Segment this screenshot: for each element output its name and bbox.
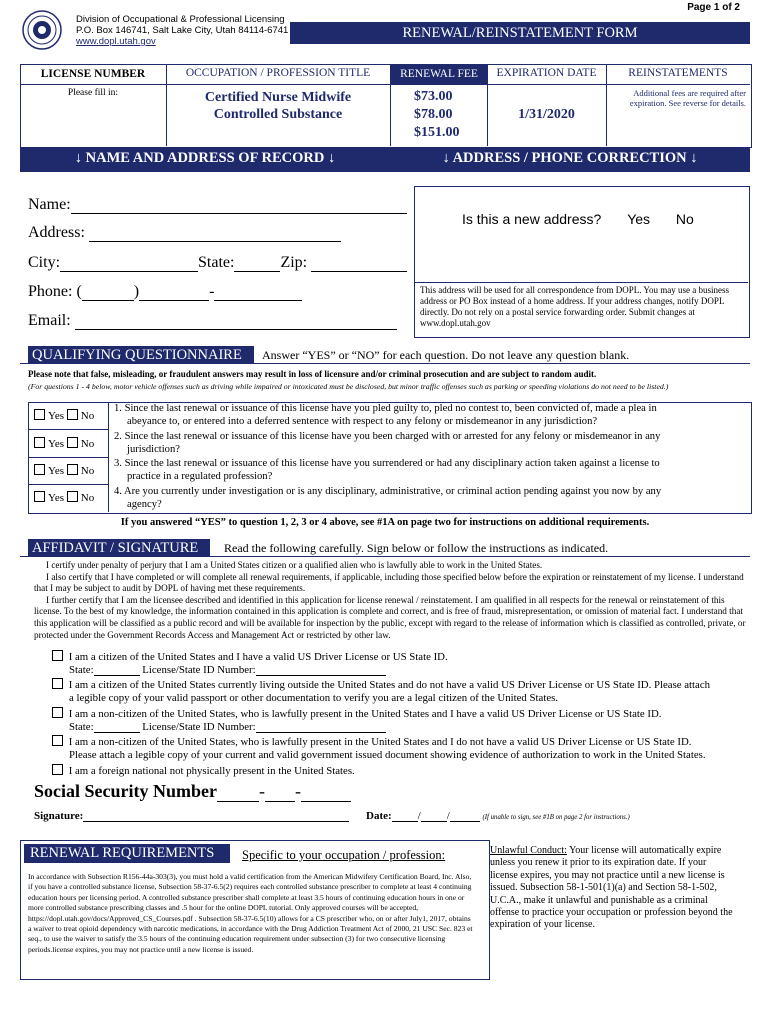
no-label: No	[80, 410, 95, 422]
q4-answer	[34, 491, 94, 504]
reinstatements-note: Additional fees are required after expiration. See reverse for details.	[629, 88, 746, 108]
option-3-checkbox[interactable]	[52, 707, 63, 718]
question-2-line-1: 2. Since the last renewal or issuance of this license have you been charged with or arrested for any felony or misdemeanor in any	[114, 431, 661, 442]
zip-label: Zip:	[280, 254, 308, 271]
question-2	[114, 431, 746, 456]
name-label: Name:	[28, 196, 71, 213]
address-label: Address:	[28, 224, 85, 241]
fee-total: $151.00	[414, 125, 460, 140]
date-row	[366, 810, 630, 822]
q2-no-checkbox[interactable]	[67, 437, 78, 448]
q4-no-checkbox[interactable]	[67, 491, 78, 502]
no-label: No	[80, 438, 95, 450]
renewal-subtitle: Specific to your occupation / profession:	[242, 848, 446, 862]
address-row	[28, 224, 341, 242]
ssn-label: Social Security Number	[34, 781, 217, 801]
option-3-label: I am a non-citizen of the United States, who is lawfully present in the United States and I have a valid US Driver License or US State ID.	[68, 707, 662, 720]
city-field[interactable]	[60, 271, 198, 272]
questionnaire-footer: If you answered “YES” to question 1, 2, 3 or 4 above, see #1A on page two for instructions on additional requirements.	[120, 517, 650, 528]
question-4-line-2: agency?	[127, 498, 162, 510]
email-row	[28, 312, 397, 330]
option-1-checkbox[interactable]	[52, 650, 63, 661]
phone-paren: )	[133, 283, 140, 300]
question-4-line-1: 4. Are you currently under investigation or is any disciplinary, administrative, or criminal action pending against you now by any	[114, 486, 662, 497]
q4-yes-checkbox[interactable]	[34, 491, 45, 502]
date-sep-2: /	[446, 810, 450, 822]
signature-row	[34, 810, 349, 822]
affidavit-title: AFFIDAVIT / SIGNATURE	[28, 539, 210, 557]
option-3-id-field[interactable]	[256, 732, 386, 733]
unlawful-title: Unlawful Conduct:	[490, 845, 567, 856]
unlawful-text: Your license will automatically expire unless you renew it prior to its expiration date. If your license expires, you may not practice until a new license is issued. Subsection 58-1-501(1)(a) and Section 58-1-502, U.C.A., make it unlawful and punishable as a criminal offense to practice your occupation or profession beyond the expiration of your license.	[490, 845, 733, 931]
occupation-header: OCCUPATION / PROFESSION TITLE	[185, 67, 371, 79]
reinstatements-header: REINSTATEMENTS	[628, 67, 728, 79]
email-field[interactable]	[75, 329, 397, 330]
phone-prefix-field[interactable]	[139, 300, 209, 301]
state-field[interactable]	[234, 271, 280, 272]
page-number: Page 1 of 2	[687, 2, 740, 13]
phone-row	[28, 283, 302, 301]
new-address-question	[462, 211, 694, 227]
correction-note: This address will be used for all correspondence from DOPL. You may use a business address or PO Box instead of a home address. If your address changes, notify DOPL directly. Do not rely on a postal service forwarding order. Submit changes at www.dopl.utah.gov	[420, 285, 729, 328]
address-field[interactable]	[89, 241, 341, 242]
option-2-label-cont: a legible copy of your valid passport or other documentation to verify you are a legal citizen of the United States.	[69, 692, 559, 705]
q3-answer	[34, 464, 94, 477]
affidavit-paragraph-3: I further certify that I am the licensee described and identified in this application for license renewal / reinstatement. I am qualified in all respects for the renewal or reinstatement of this license. To the best of my knowledge, the information contained in this application is complete and correct, and is free of fraud, misrepresentation, or omission of material fact. I understand that this application will be classified as a public record and will be available for inspection by the public, except with regard to the release of information which is classified as controlled, private, or protected under the Government Records Access and Management Act or restricted by other law.	[34, 594, 746, 640]
option-4-label-cont: Please attach a legible copy of your current and valid government issued document showing evidence of authorization to work in the United States.	[69, 748, 706, 761]
date-label: Date:	[366, 810, 392, 822]
no-label: No	[80, 492, 95, 504]
date-sep-1: /	[417, 810, 421, 822]
occupation-value-2: Controlled Substance	[213, 107, 343, 122]
option-3-id-label: License/State ID Number:	[142, 720, 256, 733]
renewal-fees	[414, 88, 460, 142]
option-1-id-field[interactable]	[256, 675, 386, 676]
questionnaire-title: QUALIFYING QUESTIONNAIRE	[28, 346, 254, 364]
occupation-value-1: Certified Nurse Midwife	[204, 90, 352, 105]
name-field[interactable]	[71, 213, 407, 214]
question-3-line-2: practice in a regulated profession?	[127, 470, 273, 482]
new-address-no[interactable]: No	[675, 211, 694, 227]
record-section-title: ↓ NAME AND ADDRESS OF RECORD ↓	[74, 150, 336, 166]
option-2-label: I am a citizen of the United States currently living outside the United States and do not have a valid US Driver License or US State ID. Please attach	[68, 679, 711, 692]
q1-yes-checkbox[interactable]	[34, 409, 45, 420]
questionnaire-instruction: Answer “YES” or “NO” for each question. Do not leave any question blank.	[262, 348, 630, 362]
expiration-header: EXPIRATION DATE	[496, 67, 597, 79]
new-address-label: Is this a new address?	[462, 211, 602, 227]
option-2	[52, 678, 748, 692]
phone-line-field[interactable]	[214, 300, 302, 301]
q2-yes-checkbox[interactable]	[34, 437, 45, 448]
expiration-value: 1/31/2020	[518, 107, 575, 122]
phone-dash: -	[209, 283, 215, 300]
license-number-hint: Please fill in:	[67, 88, 119, 98]
city-label: City:	[28, 254, 61, 271]
yes-label: Yes	[48, 410, 65, 422]
option-3-state-field[interactable]	[94, 732, 140, 733]
option-1-state-field[interactable]	[94, 675, 140, 676]
q3-no-checkbox[interactable]	[67, 464, 78, 475]
affidavit-text	[34, 560, 746, 641]
unlawful-conduct	[490, 845, 734, 932]
option-3-sub	[52, 721, 748, 734]
state-label: State:	[198, 254, 235, 271]
option-1-sub	[52, 664, 748, 677]
ssn-row: Social Security Number - -	[34, 781, 351, 802]
q1-no-checkbox[interactable]	[67, 409, 78, 420]
affidavit-instruction: Read the following carefully. Sign below or follow the instructions as indicated.	[224, 541, 609, 555]
ssn-field-1[interactable]	[217, 801, 259, 802]
option-1	[52, 650, 748, 664]
form-title: RENEWAL/REINSTATEMENT FORM	[290, 22, 750, 44]
header-contact	[76, 14, 288, 47]
question-1	[114, 403, 746, 428]
date-day-field[interactable]	[421, 821, 447, 822]
renewal-fee-header: RENEWAL FEE	[391, 65, 487, 84]
citizenship-options	[52, 650, 748, 777]
option-5	[52, 764, 748, 778]
signature-label: Signature:	[34, 810, 84, 822]
option-5-checkbox[interactable]	[52, 764, 63, 775]
date-month-field[interactable]	[392, 821, 418, 822]
question-1-line-2: abeyance to, or entered into a deferred sentence with respect to any felony or misdemeanor in any jurisdiction?	[127, 415, 598, 427]
fee-1: $73.00	[414, 89, 453, 104]
division-address: P.O. Box 146741, Salt Lake City, Utah 84114-6741	[76, 25, 289, 36]
option-2-checkbox[interactable]	[52, 678, 63, 689]
phone-label: Phone: (	[28, 283, 82, 300]
renewal-text: In accordance with Subsection R156-44a-303(3), you must hold a valid certification from the American Midwifery Certification Board, Inc. Also, if you have a controlled substance license, Subsection 58-37-6.5(2) requires each controlled substance prescriber to complete at least 4 continuing education hours per licensing period. A controlled substance prescriber shall complete at least 3.5 hours of continuing education hours in one or more controlled substance prescribing classes and .5 hour for the online DOPL tutorial. Only approved courses will be accepted, https://dopl.utah.gov/docs/Approved_CS_Courses.pdf . Subsection 58-37-6.5(10) allows for a CS prescriber who, on or after July1, 2017, obtains a waiver to treat opioid dependency with narcotic medications, in accordance with the Drug Addiction Treatment Act of 2000, 21 USC Sec. 823 et seq., to use the waiver to satisfy the 3.5 hours of the continuing education requirement under subsection (3) for two consecutive licensing periods.license expires, you may not practice until a new license is issued.	[28, 872, 473, 954]
option-5-label: I am a foreign national not physically present in the United States.	[68, 764, 355, 777]
option-3-state-label: State:	[69, 720, 94, 733]
license-number-input[interactable]	[60, 102, 160, 140]
option-4-label: I am a non-citizen of the United States, who is lawfully present in the United States and I do not have a valid US Driver License or US State ID.	[68, 736, 692, 749]
question-4	[114, 486, 746, 511]
signature-field[interactable]	[83, 821, 349, 822]
renewal-title: RENEWAL REQUIREMENTS	[24, 844, 230, 863]
email-label: Email:	[28, 312, 71, 329]
name-row	[28, 196, 407, 214]
affidavit-paragraph-2: I also certify that I have completed or will complete all renewal requirements, if applicable, including those specified below before the expiration or reinstatement of my license. I understand that I may be subject to audit by DOPL of having met these requirements.	[34, 571, 744, 594]
yes-label: Yes	[48, 438, 65, 450]
q1-answer	[34, 409, 94, 422]
ssn-field-2[interactable]	[265, 801, 295, 802]
option-1-id-label: License/State ID Number:	[142, 663, 256, 676]
zip-field[interactable]	[311, 271, 407, 272]
ssn-field-3[interactable]	[301, 801, 351, 802]
website-link[interactable]: www.dopl.utah.gov	[76, 36, 156, 47]
question-1-line-1: 1. Since the last renewal or issuance of this license have you pled guilty to, pled no contest to, been convicted of, made a plea in	[114, 403, 657, 414]
new-address-yes[interactable]: Yes	[627, 211, 651, 227]
option-1-state-label: State:	[69, 663, 94, 676]
option-1-label: I am a citizen of the United States and I have a valid US Driver License or US State ID.	[68, 651, 448, 663]
state-seal-icon	[22, 10, 62, 50]
yes-label: Yes	[48, 492, 65, 504]
q3-yes-checkbox[interactable]	[34, 464, 45, 475]
question-3-line-1: 3. Since the last renewal or issuance of this license have you surrendered or had any disciplinary action taken against a license to	[114, 458, 660, 469]
unable-to-sign-note: (If unable to sign, see #1B on page 2 for instructions.)	[482, 814, 630, 821]
phone-area-field[interactable]	[82, 300, 134, 301]
city-row	[28, 254, 407, 272]
question-2-line-2: jurisdiction?	[127, 443, 180, 455]
fee-2: $78.00	[414, 107, 453, 122]
affidavit-paragraph-1: I certify under penalty of perjury that I am a United States citizen or a qualified alien who is lawfully able to work in the United States.	[46, 560, 543, 570]
yes-label: Yes	[48, 465, 65, 477]
no-label: No	[80, 465, 95, 477]
questionnaire-note: (For questions 1 - 4 below, motor vehicle offenses such as driving while impaired or intoxicated must be disclosed, but minor traffic offenses such as parking or speeding violations do not need to be listed.)	[28, 382, 669, 391]
option-3	[52, 707, 748, 721]
division-name: Division of Occupational & Professional Licensing	[76, 14, 285, 25]
date-year-field[interactable]	[450, 821, 480, 822]
option-4-checkbox[interactable]	[52, 735, 63, 746]
correction-section-title: ↓ ADDRESS / PHONE CORRECTION ↓	[442, 150, 698, 166]
option-4	[52, 735, 748, 749]
questionnaire-warning: Please note that false, misleading, or fraudulent answers may result in loss of licensure and/or criminal prosecution and are subject to random audit.	[28, 369, 597, 379]
q2-answer	[34, 437, 94, 450]
question-3	[114, 458, 746, 483]
license-number-header: LICENSE NUMBER	[40, 68, 146, 80]
